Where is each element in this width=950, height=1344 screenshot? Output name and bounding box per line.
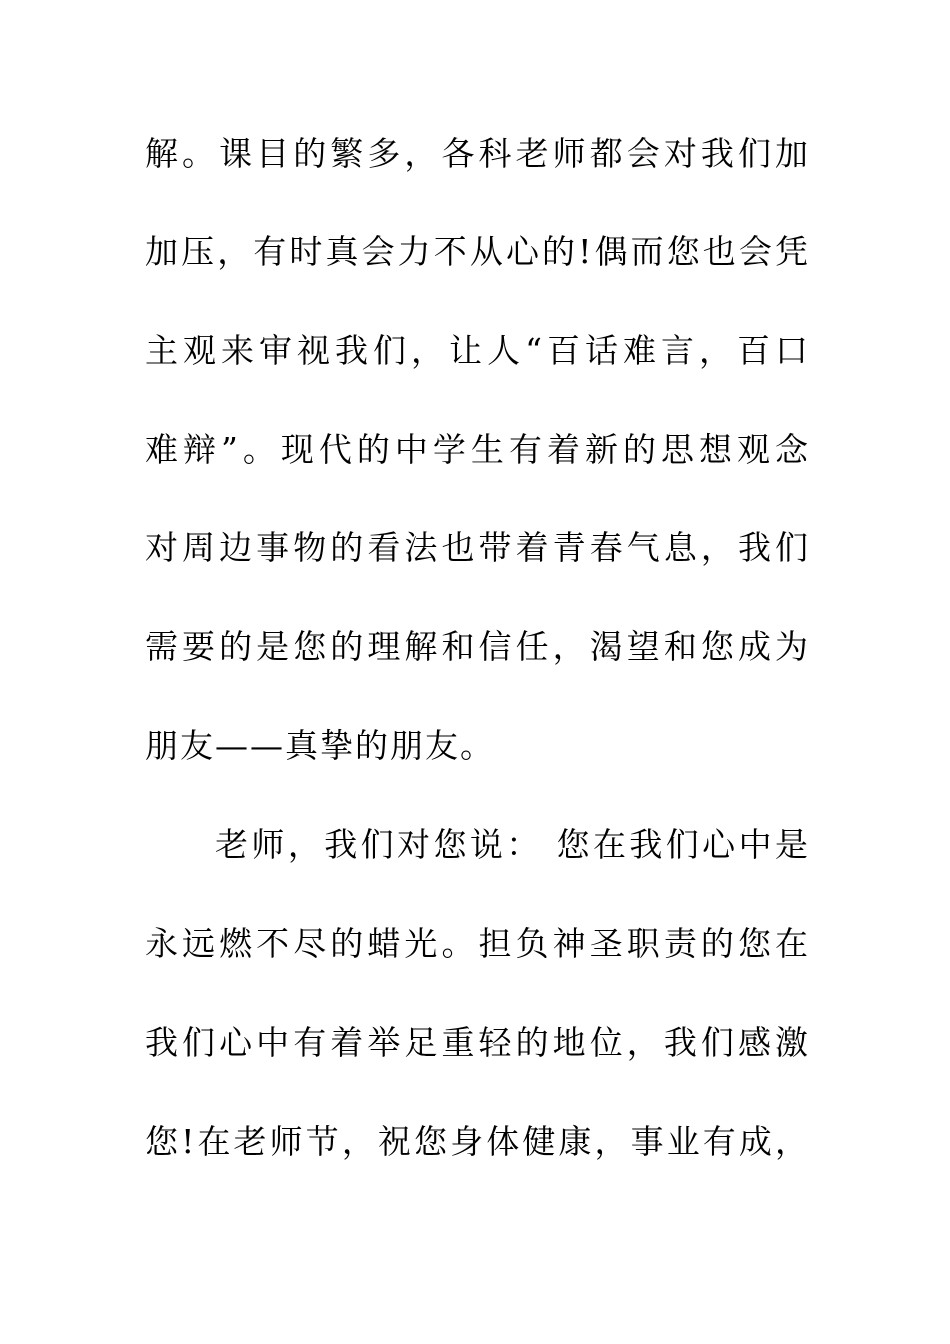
text-line-10: 我们心中有着举足重轻的地位，我们感激 [145, 1023, 810, 1062]
text-line-8: 老师，我们对您说： 您在我们心中是 [215, 825, 810, 864]
text-line-4: 难辩”。现代的中学生有着新的思想观念 [145, 430, 810, 469]
text-line-11: 您!在老师节，祝您身体健康，事业有成， [145, 1122, 810, 1161]
text-line-6: 需要的是您的理解和信任，渴望和您成为 [145, 627, 810, 666]
text-line-5: 对周边事物的看法也带着青春气息，我们 [145, 528, 810, 567]
text-line-1: 解。课目的繁多，各科老师都会对我们加 [145, 134, 810, 173]
text-line-7: 朋友——真挚的朋友。 [145, 726, 495, 765]
text-line-2: 加压，有时真会力不从心的!偶而您也会凭 [145, 232, 810, 271]
text-line-3: 主观来审视我们，让人“百话难言，百口 [145, 331, 810, 370]
text-line-9: 永远燃不尽的蜡光。担负神圣职责的您在 [145, 924, 810, 963]
